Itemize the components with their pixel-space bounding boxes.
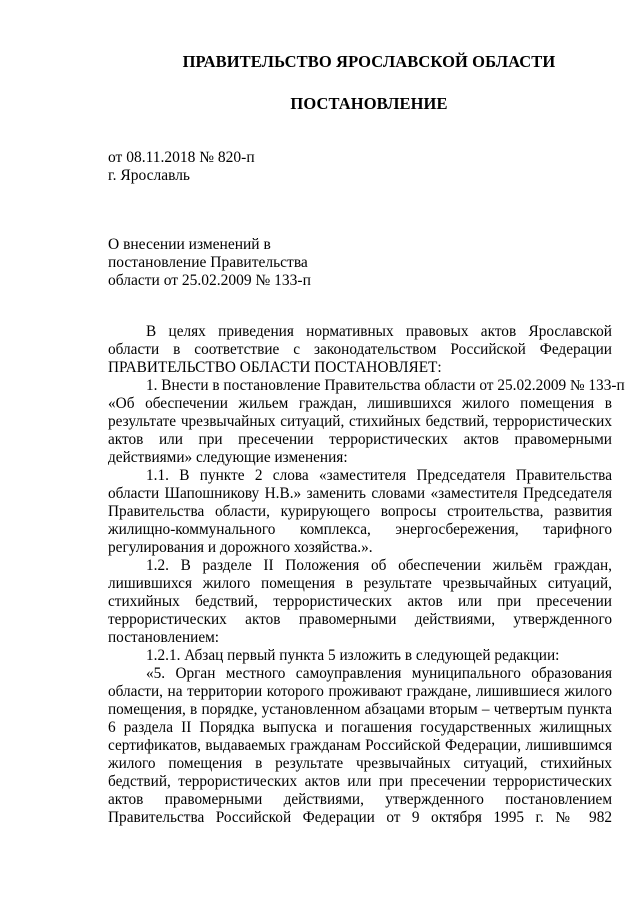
government-title: ПРАВИТЕЛЬСТВО ЯРОСЛАВСКОЙ ОБЛАСТИ	[182, 52, 556, 71]
body-line: 6 раздела II Порядка выпуска и погашения государственных жилищных	[108, 719, 612, 736]
body-line: актов или при пресечении террористических актов правомерными	[108, 431, 612, 448]
subject-line: области от 25.02.2009 № 133-п	[108, 272, 311, 289]
body-line: действиями» следующие изменения:	[108, 449, 348, 466]
body-line: жилого помещения в результате чрезвычайных ситуаций, стихийных	[108, 755, 612, 772]
body-line: постановлением:	[108, 629, 220, 646]
body-line: результате чрезвычайных ситуаций, стихийных бедствий, террористических	[108, 413, 612, 430]
body-line: лишившихся жилого помещения в результате чрезвычайных ситуаций,	[108, 575, 612, 592]
body-line: области, на территории которого проживают граждане, лишившиеся жилого	[108, 683, 612, 700]
body-line: регулирования и дорожного хозяйства.».	[108, 539, 373, 556]
body-line: В целях приведения нормативных правовых актов Ярославской	[146, 323, 612, 340]
body-line: 1.1. В пункте 2 слова «заместителя Председателя Правительства	[146, 467, 612, 484]
body-line: «Об обеспечении жильем граждан, лишившихся жилого помещения в	[108, 395, 612, 412]
body-line: помещения, в порядке, установленном абзацами вторым – четвертым пункта	[108, 701, 612, 718]
document-subject	[108, 236, 311, 290]
body-line: «5. Орган местного самоуправления муниципального образования	[146, 665, 612, 682]
subject-line: О внесении изменений в	[108, 236, 271, 253]
body-line: ПРАВИТЕЛЬСТВО ОБЛАСТИ ПОСТАНОВЛЯЕТ:	[108, 359, 442, 376]
document-type-title: ПОСТАНОВЛЕНИЕ	[290, 94, 448, 113]
body-line: стихийных бедствий, террористических актов или при пресечении	[108, 593, 612, 610]
body-line: террористических актов правомерными действиями, утвержденного	[108, 611, 612, 628]
body-line: 1.2. В разделе II Положения об обеспечении жильём граждан,	[146, 557, 612, 574]
body-line: актов правомерными действиями, утвержденного постановлением	[108, 791, 612, 808]
document-body	[108, 323, 625, 827]
body-line: жилищно-коммунального комплекса, энергосбережения, тарифного	[108, 521, 612, 538]
body-line: 1. Внести в постановление Правительства области от 25.02.2009 № 133-п	[146, 377, 625, 394]
body-line: области в соответствие с законодательством Российской Федерации	[108, 341, 612, 358]
body-line: Правительства области, курирующего вопросы строительства, развития	[108, 503, 612, 520]
document-city: г. Ярославль	[108, 167, 190, 184]
body-line: области Шапошникову Н.В.» заменить словами «заместителя Председателя	[108, 485, 612, 502]
body-line: Правительства Российской Федерации от 9 октября 1995 г. № 982	[108, 809, 612, 826]
body-line: сертификатов, выдаваемых гражданам Российской Федерации, лишившимся	[108, 737, 612, 754]
body-line: бедствий, террористических актов или при пресечении террористических	[108, 773, 612, 790]
document-date-number: от 08.11.2018 № 820-п	[108, 149, 255, 166]
body-line: 1.2.1. Абзац первый пункта 5 изложить в следующей редакции:	[146, 647, 560, 664]
subject-line: постановление Правительства	[108, 254, 308, 271]
